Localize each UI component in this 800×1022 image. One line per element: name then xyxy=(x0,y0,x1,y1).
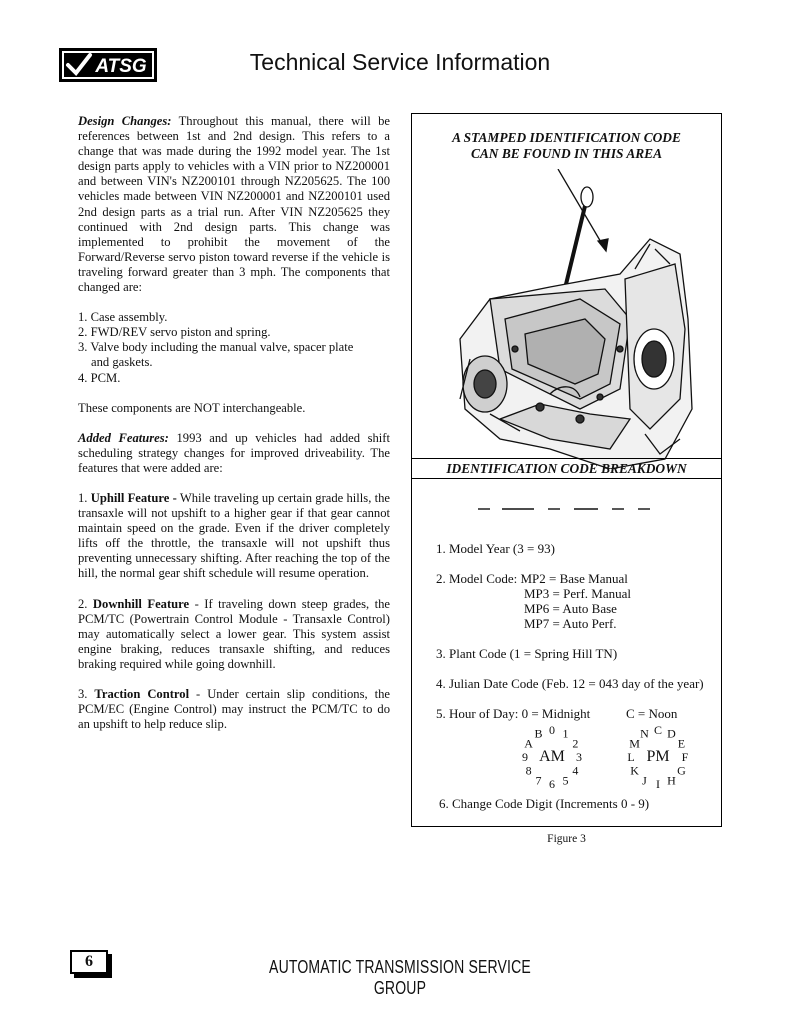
pm-clock-mark: K xyxy=(630,763,639,778)
am-label: AM xyxy=(539,748,565,765)
downhill-feature-label: Downhill Feature xyxy=(92,596,190,611)
model-code-sublist xyxy=(524,586,631,631)
am-clock-mark: A xyxy=(524,736,533,751)
figure-box xyxy=(411,113,722,827)
stamp-caption: A STAMPED IDENTIFICATION CODE CAN BE FOUND IN THIS AREA xyxy=(452,130,681,161)
pm-clock-dial xyxy=(618,720,698,790)
pm-clock-mark: N xyxy=(640,726,649,741)
model-code-sub-item: MP7 = Auto Perf. xyxy=(524,616,617,631)
change-code-item: 6. Change Code Digit (Increments 0 - 9) xyxy=(439,796,650,811)
list-item: 4. PCM. xyxy=(78,370,121,385)
noon-note: C = Noon xyxy=(626,706,678,721)
am-clock-mark: 8 xyxy=(525,763,532,778)
am-clock-mark: 5 xyxy=(562,773,569,788)
pm-clock-mark: D xyxy=(667,726,676,741)
pm-label: PM xyxy=(646,748,670,765)
uphill-feature-label: Uphill Feature - xyxy=(90,490,177,505)
design-changes-paragraph xyxy=(78,114,390,295)
am-clock-mark: 0 xyxy=(549,723,555,737)
am-clock-mark: B xyxy=(534,726,543,741)
not-interchangeable-note: These components are NOT interchangeable. xyxy=(78,400,306,415)
uphill-feature-paragraph: 1. Uphill Feature - While traveling up certain grade hills, the transaxle will not upshift to a higher gear if that gear cannot maintain speed on the grade. Even if the driver completely lifts off the throttle, the transaxle will not upshift thus preventing unnecessary shifting. After reaching the top of the hill, the normal gear shift schedule will resume operation. xyxy=(78,490,391,581)
atsg-logo xyxy=(58,47,158,83)
model-code-sub-item: MP3 = Perf. Manual xyxy=(524,586,631,601)
traction-control-label: Traction Control xyxy=(94,687,190,701)
pm-clock-mark: L xyxy=(627,750,635,764)
model-code-item: 2. Model Code: MP2 = Base Manual xyxy=(436,571,628,586)
design-changes-text: Throughout this manual, there will be references between 1st and 2nd design. This refers to a change that was made during the 1992 model year. The 1st design parts apply to vehicles with a VIN prior to NZ200001 and between VIN's NZ200101 through NZ205625. The 100 vehicles made between VIN NZ200001 and NZ200101 used 2nd design parts as a trial run. After VIN NZ205625 they continued with 2nd design parts. This change was implemented to prohibit the movement of the Forward/Reverse servo piston toward reverse if the vehicle is traveling forward greater than 3 mph. The components that changed are: xyxy=(78,114,390,295)
pm-clock-mark: F xyxy=(681,750,689,764)
code-format-dashes xyxy=(474,499,674,515)
added-features-text: 1993 and up vehicles had added shift scheduling strategy changes for improved driveability. The features that were added are: xyxy=(78,430,390,475)
am-clock-dial xyxy=(512,720,592,790)
plant-code-item: 3. Plant Code (1 = Spring Hill TN) xyxy=(436,646,618,661)
am-clock-mark: 3 xyxy=(576,750,582,764)
pm-clock-mark: H xyxy=(667,773,676,788)
components-list xyxy=(78,310,390,385)
added-features-paragraph xyxy=(78,431,390,476)
model-year-item: 1. Model Year (3 = 93) xyxy=(436,541,555,556)
body-text-column xyxy=(78,114,390,747)
model-code-sub-item: MP6 = Auto Base xyxy=(524,601,617,616)
logo-text: ATSG xyxy=(95,56,147,77)
breakdown-title: IDENTIFICATION CODE BREAKDOWN xyxy=(412,458,721,479)
am-clock-mark: 2 xyxy=(572,736,579,751)
pm-clock-mark: J xyxy=(642,773,647,788)
pm-clock-mark: G xyxy=(677,763,686,778)
am-clock-mark: 4 xyxy=(572,763,579,778)
downhill-feature-paragraph: 2. Downhill Feature - If traveling down steep grades, the PCM/TC (Powertrain Control Module - Transaxle Control) may automatically select a lower gear. This system assist engine braking, reduces transaxle shifting, and reduces braking required while going downhill. xyxy=(78,596,391,671)
added-features-label: Added Features: xyxy=(78,430,169,445)
transaxle-illustration xyxy=(430,169,712,469)
list-item: 1. Case assembly. xyxy=(78,310,168,325)
list-item: 3. Valve body including the manual valve, spacer plate and gaskets. xyxy=(78,340,354,370)
design-changes-label: Design Changes: xyxy=(78,114,172,128)
pm-clock-mark: E xyxy=(677,736,686,751)
traction-control-paragraph: 3. Traction Control - Under certain slip conditions, the PCM/EC (Engine Control) may instruct the PCM/TC to do an upshift to help reduce slip. xyxy=(78,687,390,732)
hour-of-day-item: 5. Hour of Day: 0 = Midnight xyxy=(436,706,591,721)
page-title: Technical Service Information xyxy=(249,49,551,75)
am-clock-mark: 9 xyxy=(522,750,528,764)
pm-clock-mark: I xyxy=(656,777,660,790)
am-clock-mark: 6 xyxy=(549,777,555,790)
list-item: 2. FWD/REV servo piston and spring. xyxy=(78,325,271,340)
footer-title: AUTOMATIC TRANSMISSION SERVICE GROUP xyxy=(269,957,531,998)
pm-clock-mark: C xyxy=(653,723,663,737)
page-number: 6 xyxy=(70,950,108,974)
figure-caption: Figure 3 xyxy=(547,833,586,845)
julian-date-item: 4. Julian Date Code (Feb. 12 = 043 day of the year) xyxy=(436,676,704,691)
am-clock-mark: 7 xyxy=(535,773,542,788)
pm-clock-mark: M xyxy=(629,736,640,751)
am-clock-mark: 1 xyxy=(562,726,569,741)
